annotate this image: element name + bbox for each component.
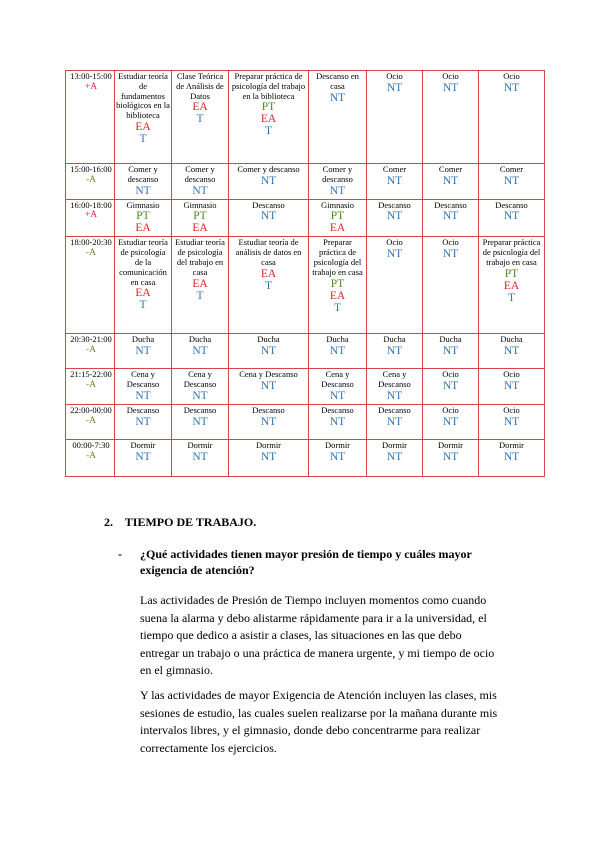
code-nt: NT [503, 451, 520, 464]
activity-label: Gimnasio [320, 199, 355, 210]
code-nt: NT [386, 416, 403, 429]
activity-label: Ocio [442, 237, 459, 248]
activation-mark: -A [85, 174, 97, 185]
activity-cell [423, 237, 479, 334]
code-nt: NT [135, 451, 151, 464]
activation-mark: -A [85, 380, 97, 391]
activity-cell [172, 334, 229, 369]
activity-label: Ocio [503, 71, 520, 81]
paragraph-attention: Y las actividades de mayor Exigencia de Atención incluyen las clases, mis sesiones de estudio, las cuales suelen realizarse por la mañana durante mis intervalos libres, y el gimnasio, donde debo concentrarme para realizar correctamente los ejercicios. [140, 688, 498, 755]
activity-cell [172, 164, 229, 200]
activity-cell [172, 199, 229, 237]
code-nt: NT [135, 345, 151, 358]
code-nt: NT [503, 345, 520, 358]
activity-label: Ducha [383, 334, 406, 345]
activity-cell [423, 164, 479, 200]
code-ea: EA [135, 287, 151, 300]
activity-cell [115, 164, 172, 200]
activity-label: Preparar práctica de psicología del trabajo en la biblioteca [231, 71, 306, 101]
activity-label: Ducha [500, 334, 523, 345]
question-text: ¿Qué actividades tienen mayor presión de tiempo y cuáles mayor exigencia de atención? [140, 547, 472, 577]
schedule-row [66, 237, 545, 334]
activity-label: Comer y descanso [322, 164, 353, 184]
activity-cell [309, 164, 367, 200]
activity-label: Ducha [326, 334, 349, 345]
time-cell [66, 164, 115, 200]
code-nt: NT [329, 184, 346, 197]
code-nt: NT [329, 345, 346, 358]
code-ea: EA [135, 120, 151, 133]
activity-cell [479, 164, 545, 200]
activity-label: Ocio [386, 237, 403, 248]
activity-label: Ocio [442, 405, 459, 416]
section-heading [104, 515, 256, 530]
code-nt: NT [386, 248, 403, 261]
activity-cell [229, 369, 309, 405]
activity-cell [309, 405, 367, 440]
activity-cell [309, 440, 367, 477]
time-range: 20:30-21:00 [70, 334, 112, 345]
activity-label: Ducha [439, 334, 462, 345]
activity-label: Dormir [437, 440, 464, 451]
activity-cell [479, 71, 545, 164]
activity-label: Clase Teórica de Análisis de Datos [176, 71, 224, 101]
code-nt: NT [386, 389, 403, 402]
activation-mark: +A [84, 210, 98, 221]
code-nt: NT [442, 451, 459, 464]
activity-label: Comer [499, 164, 524, 174]
activity-cell [479, 237, 545, 334]
code-nt: NT [386, 345, 403, 358]
activity-cell [172, 369, 229, 405]
schedule-table [65, 70, 545, 477]
activity-cell [229, 199, 309, 237]
schedule-row [66, 405, 545, 440]
code-nt: NT [329, 416, 346, 429]
code-t: T [264, 279, 273, 292]
activity-label: Descanso [378, 199, 411, 210]
code-nt: NT [442, 174, 459, 187]
code-nt: NT [386, 210, 403, 223]
code-pt: PT [136, 210, 150, 223]
code-pt: PT [330, 277, 345, 290]
code-ea: EA [192, 277, 208, 290]
time-cell [66, 440, 115, 477]
activity-cell [423, 334, 479, 369]
schedule-row [66, 440, 545, 477]
activity-cell [115, 71, 172, 164]
activity-label: Cena y Descanso [126, 369, 160, 390]
code-nt: NT [442, 380, 459, 393]
code-nt: NT [135, 416, 151, 429]
code-ea: EA [329, 289, 346, 302]
activity-cell [229, 164, 309, 200]
time-cell [66, 237, 115, 334]
activity-label: Comer [382, 164, 407, 174]
code-nt: NT [135, 184, 151, 197]
activity-cell [479, 369, 545, 405]
activity-label: Dormir [324, 440, 351, 451]
activity-label: Descanso [434, 199, 467, 210]
activity-cell [309, 334, 367, 369]
activity-label: Ocio [503, 405, 520, 416]
activity-cell [229, 71, 309, 164]
code-t: T [196, 289, 204, 302]
activity-label: Descanso [183, 405, 217, 416]
activity-cell [423, 440, 479, 477]
time-range: 21:15-22:00 [70, 369, 112, 380]
code-nt: NT [329, 451, 346, 464]
activity-label: Descanso [252, 405, 285, 416]
activity-cell [115, 369, 172, 405]
activity-cell [367, 199, 423, 237]
code-t: T [139, 132, 147, 145]
activity-label: Descanso [321, 405, 354, 416]
activity-label: Estudiar teoría de psicología de la comunicación en casa [118, 237, 168, 287]
activity-label: Cena y Descanso [321, 369, 354, 390]
time-cell [66, 369, 115, 405]
time-range: 18:00-20:30 [70, 237, 112, 248]
schedule-row [66, 71, 545, 164]
time-cell [66, 405, 115, 440]
activity-label: Ducha [131, 334, 155, 345]
activity-label: Estudiar teoría de psicología del trabajo en casa [175, 237, 225, 277]
schedule-body [66, 71, 545, 477]
activity-label: Dormir [498, 440, 525, 451]
activity-cell [367, 71, 423, 164]
activity-cell [115, 405, 172, 440]
code-ea: EA [329, 222, 346, 235]
activity-label: Descanso [378, 405, 411, 416]
time-cell [66, 334, 115, 369]
activity-label: Ocio [442, 71, 459, 81]
time-range: 16:00-18:00 [70, 199, 112, 210]
activity-cell [172, 440, 229, 477]
activity-cell [479, 405, 545, 440]
activity-label: Dormir [381, 440, 408, 451]
code-nt: NT [503, 81, 520, 94]
code-nt: NT [192, 184, 208, 197]
activity-label: Descanso en casa [316, 71, 359, 91]
activity-cell [479, 334, 545, 369]
activity-label: Gimnasio [183, 199, 217, 210]
activity-cell [423, 199, 479, 237]
activity-cell [229, 334, 309, 369]
code-t: T [333, 301, 342, 314]
question-block [118, 546, 518, 578]
activity-cell [115, 199, 172, 237]
code-nt: NT [260, 416, 277, 429]
time-range: 13:00-15:00 [70, 71, 112, 81]
code-t: T [507, 291, 516, 304]
code-nt: NT [135, 389, 151, 402]
activity-cell [479, 199, 545, 237]
activity-label: Cena y Descanso [378, 369, 411, 390]
activation-mark: -A [85, 345, 97, 356]
activity-label: Descanso [252, 199, 285, 210]
activity-label: Ducha [257, 334, 280, 345]
activity-label: Preparar práctica de psicología del trabajo en casa [312, 237, 363, 277]
code-nt: NT [192, 389, 208, 402]
time-cell [66, 71, 115, 164]
code-nt: NT [386, 451, 403, 464]
activity-cell [309, 369, 367, 405]
paragraph-time-pressure: Las actividades de Presión de Tiempo incluyen momentos como cuando suena la alarma y debo alistarme rápidamente para ir a la universidad, el tiempo que dedico a asistir a clases, las situaciones en las que debo entregar un trabajo o una práctica de manera urgente, y mi tiempo de ocio en el gimnasio. [140, 593, 495, 677]
activity-label: Ocio [442, 369, 459, 380]
activity-label: Descanso [495, 199, 528, 210]
activity-label: Preparar práctica de psicología del trabajo en casa [482, 237, 541, 267]
code-nt: NT [503, 416, 520, 429]
activity-label: Dormir [255, 440, 282, 451]
activity-label: Comer y descanso [184, 164, 216, 184]
activity-cell [229, 440, 309, 477]
code-nt: NT [260, 345, 277, 358]
activity-cell [367, 164, 423, 200]
code-nt: NT [442, 345, 459, 358]
activity-cell [367, 440, 423, 477]
activity-cell [115, 334, 172, 369]
activity-cell [367, 405, 423, 440]
activity-label: Descanso [126, 405, 160, 416]
activity-cell [423, 405, 479, 440]
code-pt: PT [193, 210, 207, 223]
activity-label: Dormir [130, 440, 156, 451]
activity-label: Ocio [503, 369, 520, 380]
code-nt: NT [260, 210, 277, 223]
activity-label: Comer [438, 164, 463, 174]
activity-label: Comer y descanso [127, 164, 159, 184]
code-ea: EA [260, 113, 277, 126]
code-t: T [196, 113, 204, 126]
activity-cell [367, 237, 423, 334]
activity-label: Dormir [187, 440, 213, 451]
activity-cell [172, 71, 229, 164]
code-nt: NT [503, 210, 520, 223]
schedule-row [66, 334, 545, 369]
activity-cell [229, 405, 309, 440]
activity-cell [423, 369, 479, 405]
activity-cell [229, 237, 309, 334]
code-pt: PT [504, 267, 519, 280]
code-nt: NT [442, 210, 459, 223]
code-t: T [264, 125, 273, 138]
activity-label: Cena y Descanso [183, 369, 217, 390]
activity-label: Estudiar teoría de fundamentos biológicos en la biblioteca [116, 71, 170, 121]
time-range: 00:00-7:30 [72, 440, 110, 451]
activity-cell [172, 405, 229, 440]
code-nt: NT [329, 389, 346, 402]
code-nt: NT [442, 416, 459, 429]
code-nt: NT [260, 174, 277, 187]
code-nt: NT [386, 174, 403, 187]
activity-label: Gimnasio [126, 199, 160, 210]
code-nt: NT [386, 81, 403, 94]
activity-label: Cena y Descanso [239, 369, 298, 380]
activity-label: Comer y descanso [237, 164, 300, 174]
time-range: 15:00-16:00 [70, 164, 112, 174]
activity-cell [115, 237, 172, 334]
activity-label: Ducha [188, 334, 212, 345]
code-ea: EA [503, 279, 520, 292]
code-t: T [139, 299, 147, 312]
code-nt: NT [442, 81, 459, 94]
code-nt: NT [260, 451, 277, 464]
code-ea: EA [260, 267, 277, 280]
activation-mark: -A [85, 248, 97, 259]
code-nt: NT [442, 248, 459, 261]
time-cell [66, 199, 115, 237]
activity-cell [479, 440, 545, 477]
question-bullet: - [118, 547, 122, 561]
activity-cell [423, 71, 479, 164]
activation-mark: -A [85, 416, 97, 427]
activity-cell [309, 199, 367, 237]
activation-mark: +A [84, 81, 98, 92]
schedule-row [66, 164, 545, 200]
code-nt: NT [192, 451, 208, 464]
code-nt: NT [503, 174, 520, 187]
code-pt: PT [330, 210, 345, 223]
schedule-row [66, 199, 545, 237]
code-nt: NT [192, 345, 208, 358]
activation-mark: -A [85, 451, 97, 462]
activity-cell [115, 440, 172, 477]
section-title: TIEMPO DE TRABAJO. [124, 515, 257, 529]
code-ea: EA [192, 222, 208, 235]
time-range: 22:00-00:00 [70, 405, 112, 416]
activity-cell [367, 334, 423, 369]
code-ea: EA [192, 101, 208, 114]
code-pt: PT [261, 101, 276, 114]
schedule-row [66, 369, 545, 405]
section-number: 2. [104, 515, 113, 529]
code-nt: NT [329, 91, 346, 104]
code-nt: NT [192, 416, 208, 429]
activity-cell [172, 237, 229, 334]
activity-cell [309, 71, 367, 164]
activity-label: Estudiar teoría de análisis de datos en casa [235, 237, 302, 267]
code-nt: NT [503, 380, 520, 393]
code-ea: EA [135, 222, 151, 235]
activity-label: Ocio [386, 71, 403, 81]
activity-cell [309, 237, 367, 334]
activity-cell [367, 369, 423, 405]
code-nt: NT [260, 380, 277, 393]
